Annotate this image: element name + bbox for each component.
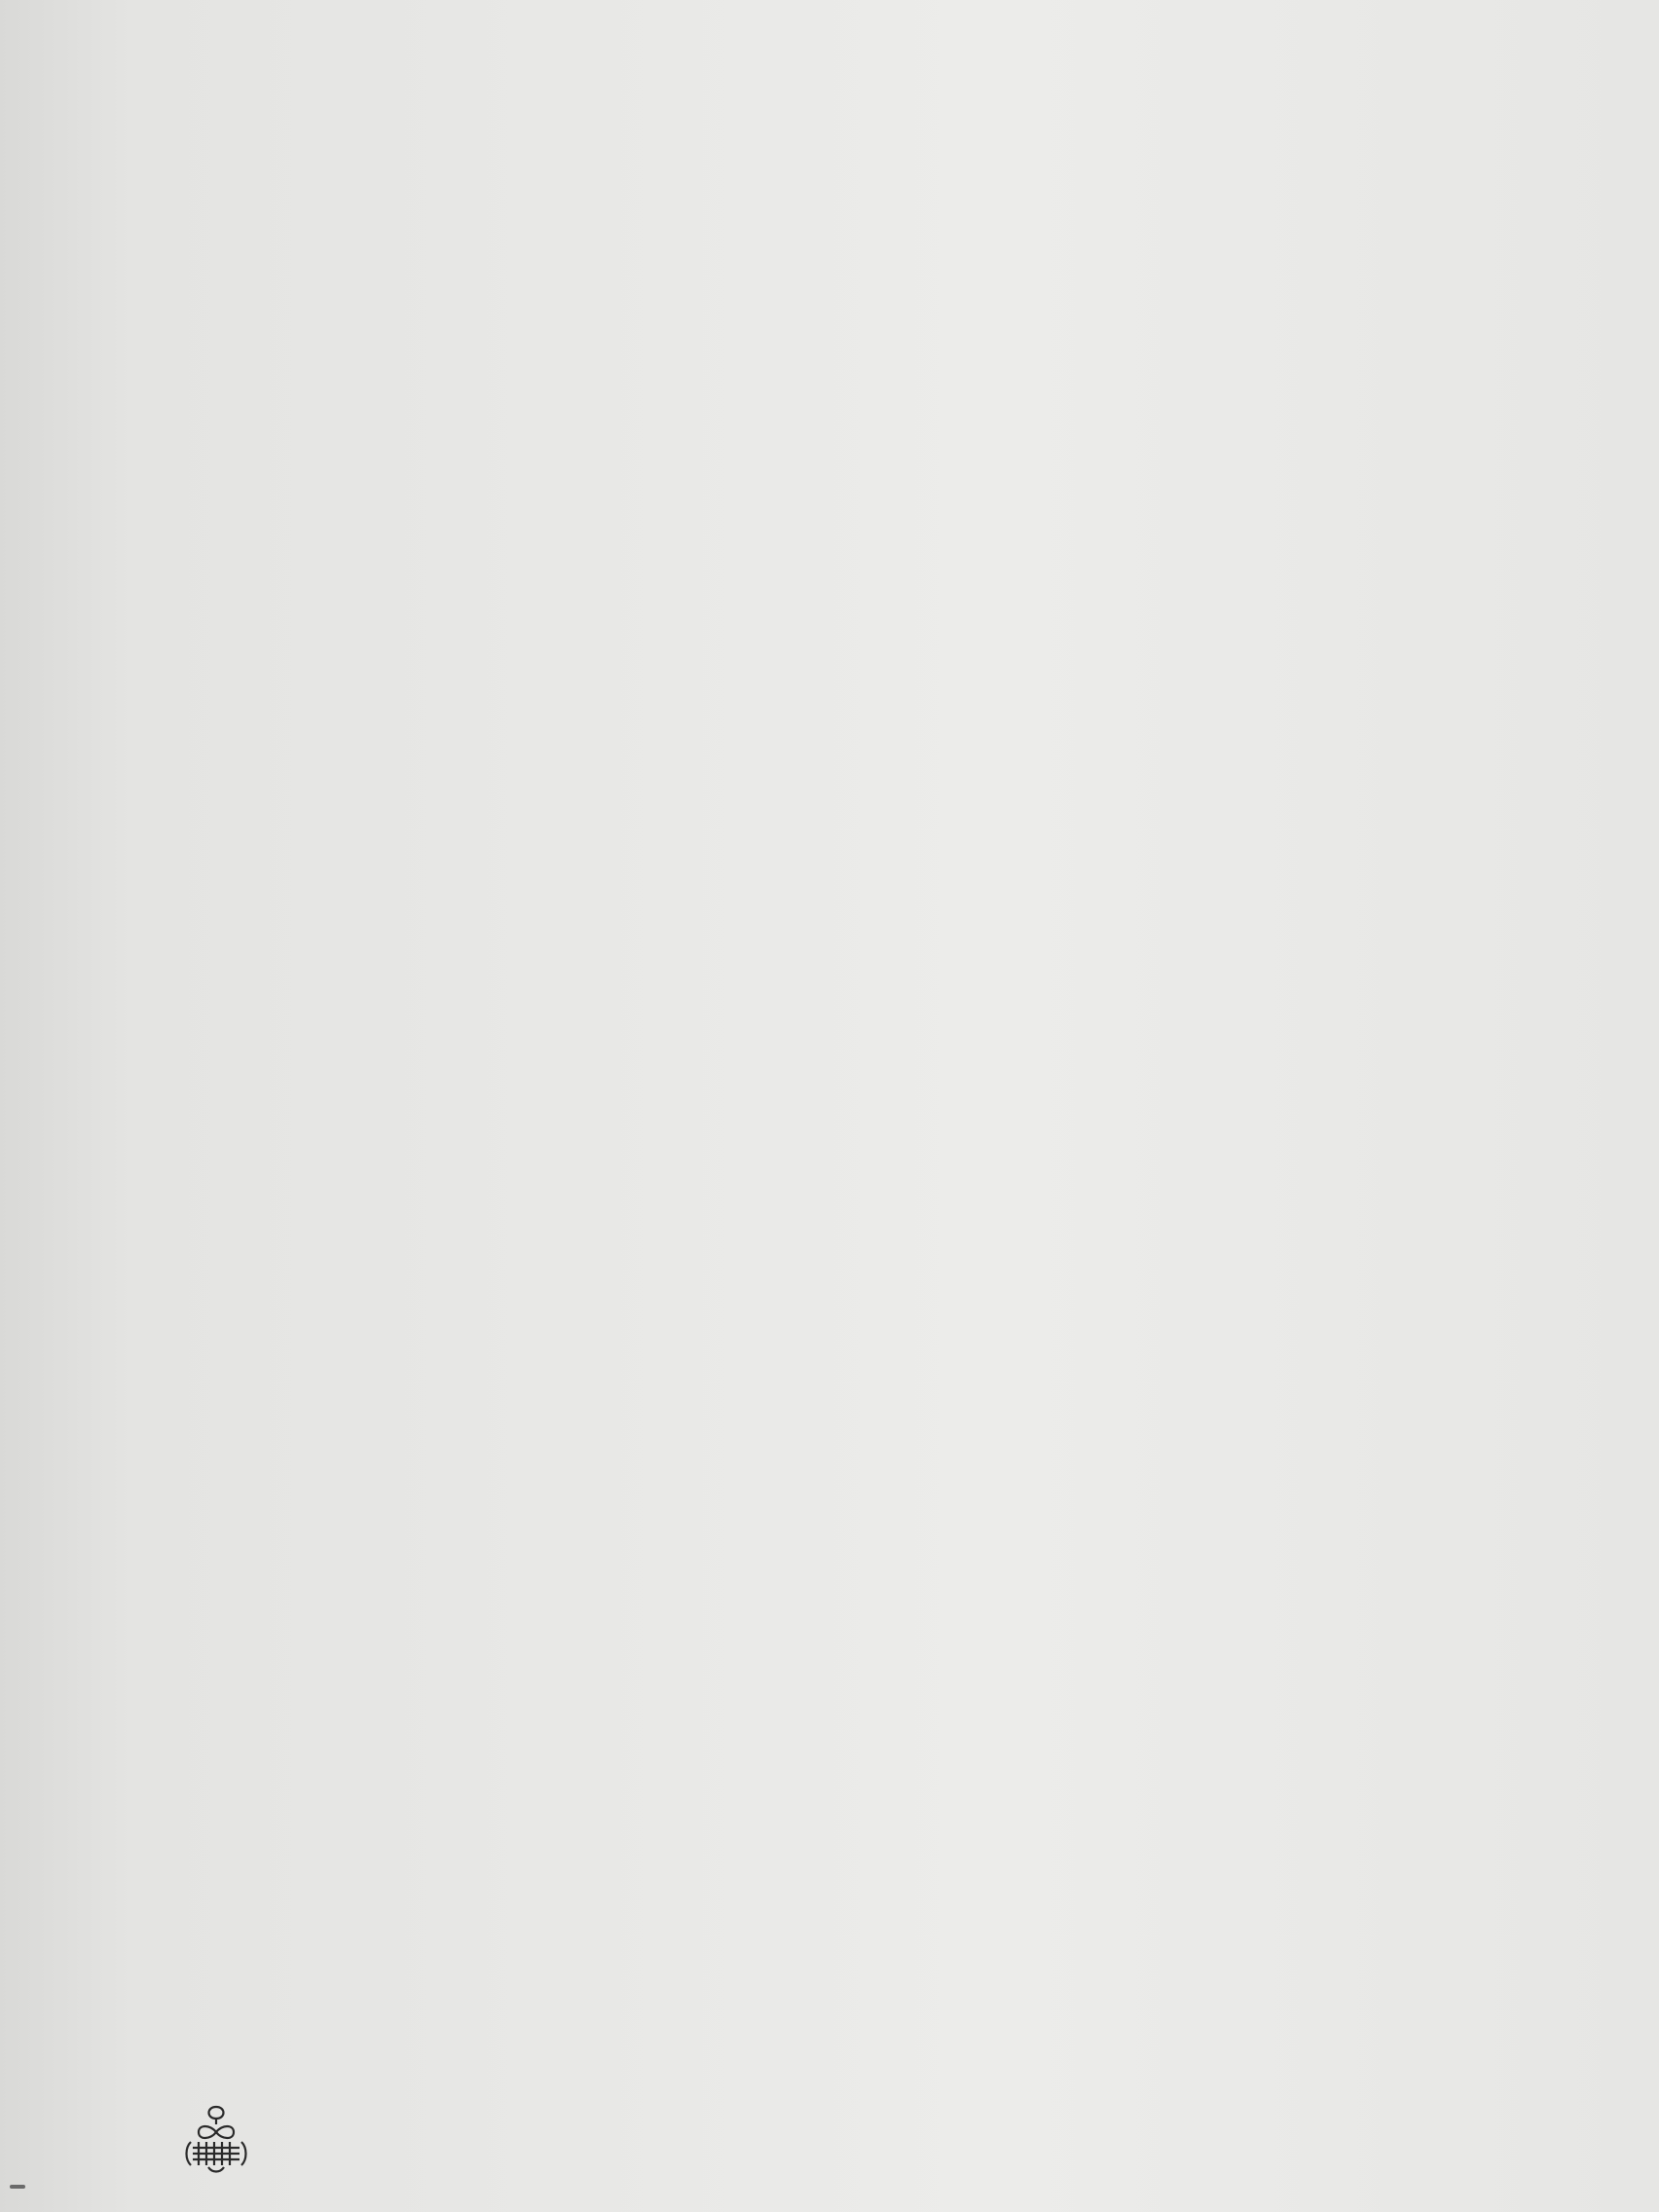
ornament-knot-icon: [185, 2103, 247, 2173]
watermark-label: [10, 2185, 25, 2189]
